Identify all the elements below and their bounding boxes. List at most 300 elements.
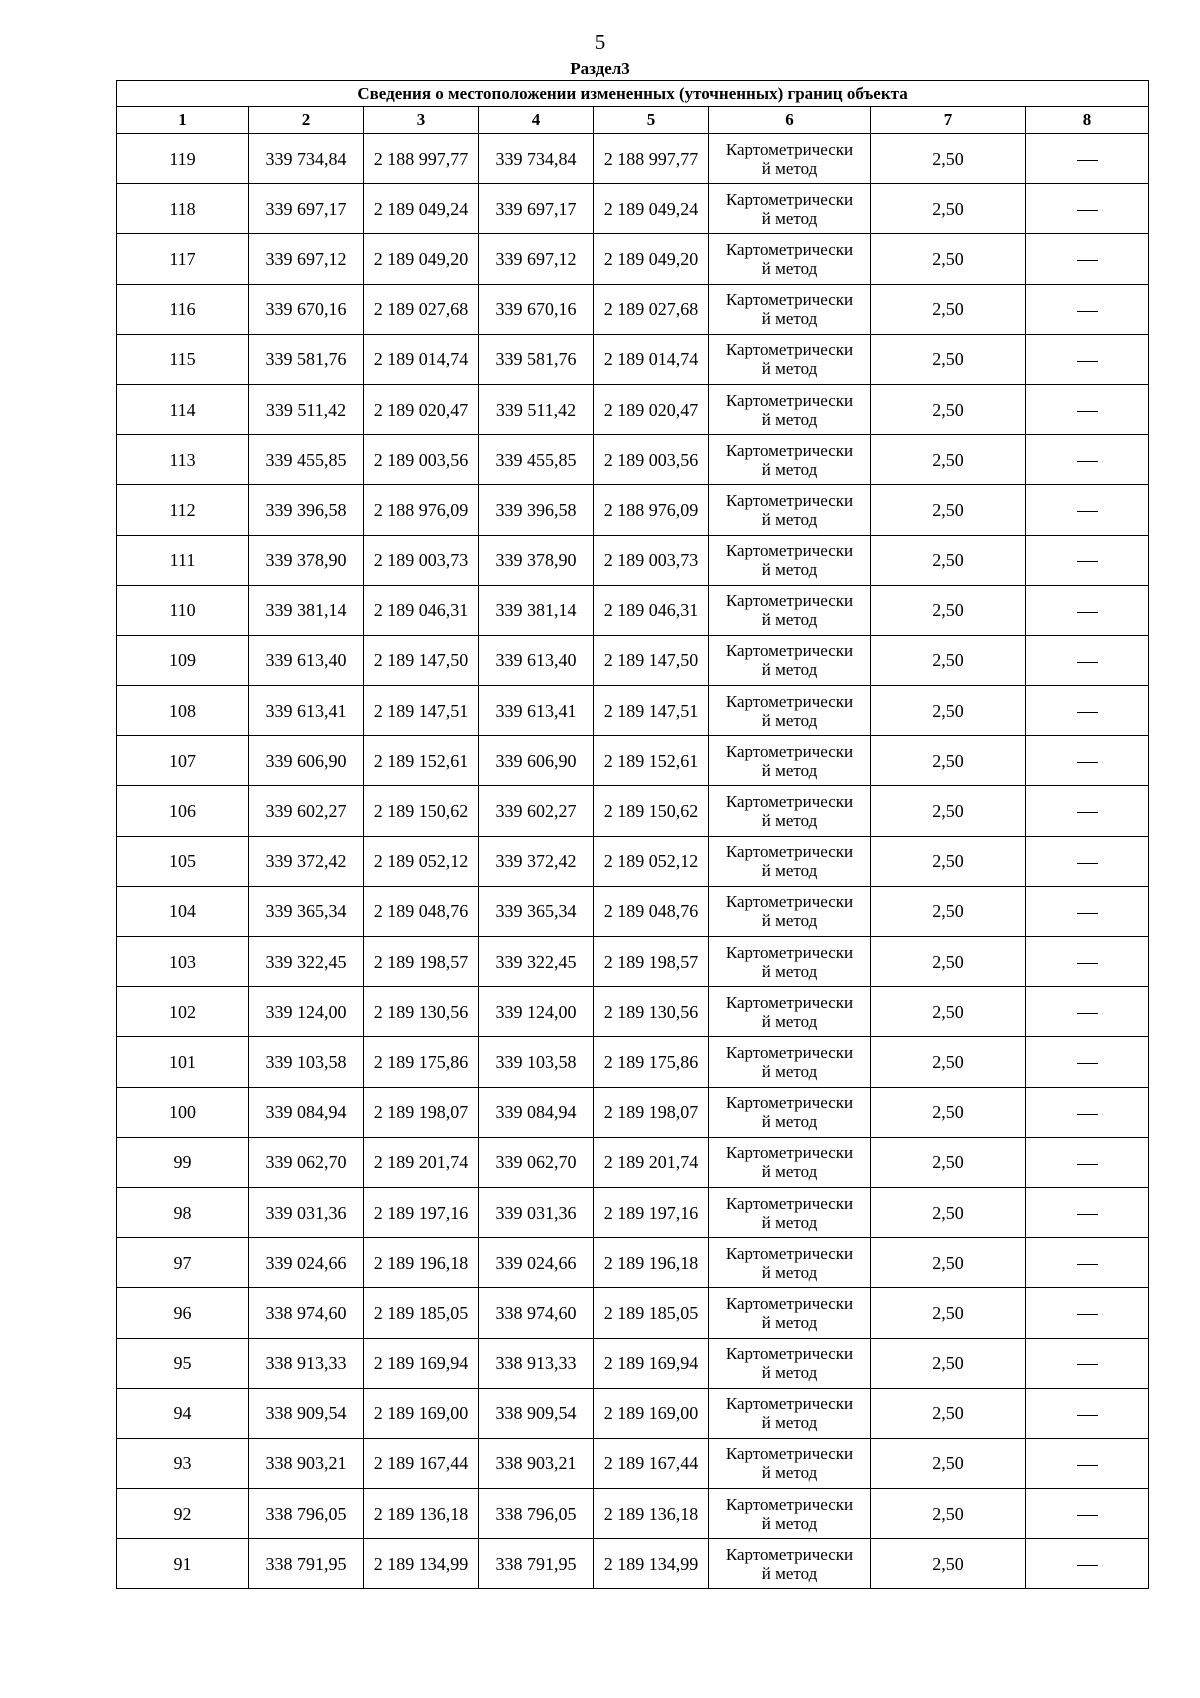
method-line-2: й метод: [761, 660, 818, 680]
method-cell: [709, 686, 871, 736]
existing-y-cell: 2 189 175,86: [364, 1037, 479, 1087]
new-y-cell: 2 188 997,77: [594, 134, 709, 184]
method-line-2: й метод: [761, 710, 818, 730]
method-line-2: й метод: [761, 1061, 818, 1081]
method-cell: [709, 1338, 871, 1388]
new-y-cell: 2 189 196,18: [594, 1238, 709, 1288]
new-y-cell: 2 189 049,24: [594, 184, 709, 234]
accuracy-cell: 2,50: [871, 485, 1026, 535]
table-row: [117, 284, 1149, 334]
table-row: [117, 1288, 1149, 1338]
notes-cell: [1026, 1087, 1149, 1137]
point-number-cell: 103: [117, 937, 249, 987]
table-row: [117, 585, 1149, 635]
method-line-1: Картометрически: [725, 1544, 854, 1564]
method-line-1: Картометрически: [725, 591, 854, 611]
new-x-cell: 339 378,90: [479, 535, 594, 585]
existing-y-cell: 2 188 976,09: [364, 485, 479, 535]
accuracy-cell: 2,50: [871, 585, 1026, 635]
notes-cell: [1026, 635, 1149, 685]
new-y-cell: 2 189 136,18: [594, 1489, 709, 1539]
new-x-cell: 339 103,58: [479, 1037, 594, 1087]
method-cell: [709, 1238, 871, 1288]
method-cell: [709, 1288, 871, 1338]
existing-y-cell: 2 189 198,57: [364, 937, 479, 987]
table-row: [117, 384, 1149, 434]
method-cell: [709, 1489, 871, 1539]
method-cell: [709, 435, 871, 485]
point-number-cell: 106: [117, 786, 249, 836]
point-number-cell: 113: [117, 435, 249, 485]
table-row: [117, 1438, 1149, 1488]
accuracy-cell: 2,50: [871, 1489, 1026, 1539]
existing-x-cell: 339 455,85: [249, 435, 364, 485]
new-y-cell: 2 189 020,47: [594, 384, 709, 434]
table-caption: Сведения о местоположении измененных (уточненных) границ объекта: [117, 81, 1149, 107]
method-line-1: Картометрически: [725, 340, 854, 360]
table-row: [117, 435, 1149, 485]
point-number-cell: 110: [117, 585, 249, 635]
accuracy-cell: 2,50: [871, 987, 1026, 1037]
table-row: [117, 334, 1149, 384]
dash-icon: [1077, 311, 1098, 312]
method-line-1: Картометрически: [725, 189, 854, 209]
table-row: [117, 786, 1149, 836]
notes-cell: [1026, 1238, 1149, 1288]
method-line-2: й метод: [761, 1413, 818, 1433]
method-cell: [709, 1187, 871, 1237]
existing-x-cell: 339 322,45: [249, 937, 364, 987]
existing-x-cell: 339 084,94: [249, 1087, 364, 1137]
table-row: [117, 1539, 1149, 1589]
existing-x-cell: 339 372,42: [249, 836, 364, 886]
new-x-cell: 338 909,54: [479, 1388, 594, 1438]
dash-icon: [1077, 1214, 1098, 1215]
new-x-cell: 339 365,34: [479, 886, 594, 936]
point-number-cell: 107: [117, 736, 249, 786]
method-line-1: Картометрически: [725, 842, 854, 862]
dash-icon: [1077, 1364, 1098, 1365]
dash-icon: [1077, 1264, 1098, 1265]
accuracy-cell: 2,50: [871, 1438, 1026, 1488]
dash-icon: [1077, 612, 1098, 613]
table-row: [117, 987, 1149, 1037]
notes-cell: [1026, 234, 1149, 284]
notes-cell: [1026, 1137, 1149, 1187]
method-line-2: й метод: [761, 861, 818, 881]
accuracy-cell: 2,50: [871, 1187, 1026, 1237]
method-cell: [709, 1137, 871, 1187]
method-line-1: Картометрически: [725, 1193, 854, 1213]
column-numbers-row: [117, 107, 1149, 134]
accuracy-cell: 2,50: [871, 686, 1026, 736]
method-line-2: й метод: [761, 811, 818, 831]
table-row: [117, 635, 1149, 685]
method-line-2: й метод: [761, 560, 818, 580]
point-number-cell: 102: [117, 987, 249, 1037]
table-row: [117, 736, 1149, 786]
accuracy-cell: 2,50: [871, 786, 1026, 836]
page-number: 5: [594, 30, 606, 54]
existing-x-cell: 339 031,36: [249, 1187, 364, 1237]
method-line-1: Картометрически: [725, 892, 854, 912]
new-y-cell: 2 189 169,00: [594, 1388, 709, 1438]
table-row: [117, 134, 1149, 184]
table-row: [117, 1489, 1149, 1539]
method-line-2: й метод: [761, 1262, 818, 1282]
method-cell: [709, 1087, 871, 1137]
method-cell: [709, 284, 871, 334]
method-cell: [709, 987, 871, 1037]
notes-cell: [1026, 1489, 1149, 1539]
new-y-cell: 2 189 052,12: [594, 836, 709, 886]
new-y-cell: 2 189 048,76: [594, 886, 709, 936]
new-y-cell: 2 189 027,68: [594, 284, 709, 334]
point-number-cell: 108: [117, 686, 249, 736]
notes-cell: [1026, 937, 1149, 987]
new-x-cell: 339 455,85: [479, 435, 594, 485]
new-x-cell: 339 396,58: [479, 485, 594, 535]
existing-y-cell: 2 189 049,20: [364, 234, 479, 284]
new-y-cell: 2 188 976,09: [594, 485, 709, 535]
method-cell: [709, 334, 871, 384]
existing-y-cell: 2 189 147,51: [364, 686, 479, 736]
accuracy-cell: 2,50: [871, 435, 1026, 485]
method-line-2: й метод: [761, 1463, 818, 1483]
existing-x-cell: 339 613,41: [249, 686, 364, 736]
new-x-cell: 339 602,27: [479, 786, 594, 836]
new-x-cell: 339 024,66: [479, 1238, 594, 1288]
new-x-cell: 339 511,42: [479, 384, 594, 434]
table-body: [117, 134, 1149, 1589]
dash-icon: [1077, 1114, 1098, 1115]
point-number-cell: 96: [117, 1288, 249, 1338]
method-line-1: Картометрически: [725, 691, 854, 711]
table-row: [117, 1087, 1149, 1137]
dash-icon: [1077, 1164, 1098, 1165]
table-row: [117, 1137, 1149, 1187]
existing-x-cell: 339 378,90: [249, 535, 364, 585]
method-line-1: Картометрически: [725, 490, 854, 510]
notes-cell: [1026, 134, 1149, 184]
method-line-1: Картометрически: [725, 239, 854, 259]
method-line-2: й метод: [761, 1312, 818, 1332]
new-y-cell: 2 189 150,62: [594, 786, 709, 836]
dash-icon: [1077, 160, 1098, 161]
dash-icon: [1077, 210, 1098, 211]
method-line-1: Картометрически: [725, 1143, 854, 1163]
dash-icon: [1077, 1063, 1098, 1064]
method-line-1: Картометрически: [725, 139, 854, 159]
existing-x-cell: 339 606,90: [249, 736, 364, 786]
existing-y-cell: 2 189 201,74: [364, 1137, 479, 1187]
existing-y-cell: 2 189 136,18: [364, 1489, 479, 1539]
existing-y-cell: 2 189 185,05: [364, 1288, 479, 1338]
method-cell: [709, 1037, 871, 1087]
existing-y-cell: 2 189 130,56: [364, 987, 479, 1037]
method-line-1: Картометрически: [725, 1093, 854, 1113]
new-y-cell: 2 189 185,05: [594, 1288, 709, 1338]
notes-cell: [1026, 786, 1149, 836]
method-cell: [709, 937, 871, 987]
method-cell: [709, 886, 871, 936]
method-cell: [709, 535, 871, 585]
point-number-cell: 112: [117, 485, 249, 535]
method-line-1: Картометрически: [725, 541, 854, 561]
new-x-cell: 339 124,00: [479, 987, 594, 1037]
notes-cell: [1026, 184, 1149, 234]
point-number-cell: 97: [117, 1238, 249, 1288]
new-y-cell: 2 189 014,74: [594, 334, 709, 384]
notes-cell: [1026, 535, 1149, 585]
notes-cell: [1026, 284, 1149, 334]
method-line-2: й метод: [761, 459, 818, 479]
new-y-cell: 2 189 130,56: [594, 987, 709, 1037]
accuracy-cell: 2,50: [871, 1137, 1026, 1187]
point-number-cell: 94: [117, 1388, 249, 1438]
method-line-2: й метод: [761, 911, 818, 931]
table-row: [117, 886, 1149, 936]
dash-icon: [1077, 1465, 1098, 1466]
dash-icon: [1077, 1415, 1098, 1416]
notes-cell: [1026, 485, 1149, 535]
method-line-1: Картометрически: [725, 741, 854, 761]
new-x-cell: 339 606,90: [479, 736, 594, 786]
accuracy-cell: 2,50: [871, 384, 1026, 434]
method-line-2: й метод: [761, 359, 818, 379]
new-y-cell: 2 189 147,51: [594, 686, 709, 736]
dash-icon: [1077, 511, 1098, 512]
table-row: [117, 535, 1149, 585]
existing-y-cell: 2 189 167,44: [364, 1438, 479, 1488]
dash-icon: [1077, 1013, 1098, 1014]
method-line-1: Картометрически: [725, 1494, 854, 1514]
notes-cell: [1026, 1388, 1149, 1438]
new-y-cell: 2 189 169,94: [594, 1338, 709, 1388]
method-line-2: й метод: [761, 309, 818, 329]
method-line-2: й метод: [761, 208, 818, 228]
new-x-cell: 339 670,16: [479, 284, 594, 334]
dash-icon: [1077, 963, 1098, 964]
existing-x-cell: 339 602,27: [249, 786, 364, 836]
new-y-cell: 2 189 049,20: [594, 234, 709, 284]
table-row: [117, 1338, 1149, 1388]
new-y-cell: 2 189 175,86: [594, 1037, 709, 1087]
notes-cell: [1026, 1539, 1149, 1589]
dash-icon: [1077, 461, 1098, 462]
point-number-cell: 93: [117, 1438, 249, 1488]
existing-y-cell: 2 189 048,76: [364, 886, 479, 936]
accuracy-cell: 2,50: [871, 736, 1026, 786]
accuracy-cell: 2,50: [871, 1087, 1026, 1137]
existing-x-cell: 338 913,33: [249, 1338, 364, 1388]
new-x-cell: 338 903,21: [479, 1438, 594, 1488]
accuracy-cell: 2,50: [871, 284, 1026, 334]
new-x-cell: 339 613,40: [479, 635, 594, 685]
notes-cell: [1026, 987, 1149, 1037]
method-cell: [709, 134, 871, 184]
new-y-cell: 2 189 003,73: [594, 535, 709, 585]
existing-x-cell: 339 511,42: [249, 384, 364, 434]
table-row: [117, 836, 1149, 886]
new-x-cell: 339 381,14: [479, 585, 594, 635]
table-row: [117, 1388, 1149, 1438]
method-line-1: Картометрически: [725, 942, 854, 962]
column-number-5: 5: [594, 107, 709, 134]
dash-icon: [1077, 712, 1098, 713]
method-line-2: й метод: [761, 1212, 818, 1232]
column-number-1: 1: [117, 107, 249, 134]
method-line-1: Картометрически: [725, 1444, 854, 1464]
point-number-cell: 105: [117, 836, 249, 886]
method-line-2: й метод: [761, 258, 818, 278]
table-row: [117, 234, 1149, 284]
new-y-cell: 2 189 198,57: [594, 937, 709, 987]
method-line-2: й метод: [761, 158, 818, 178]
accuracy-cell: 2,50: [871, 184, 1026, 234]
accuracy-cell: 2,50: [871, 1338, 1026, 1388]
accuracy-cell: 2,50: [871, 535, 1026, 585]
existing-x-cell: 339 024,66: [249, 1238, 364, 1288]
existing-x-cell: 339 381,14: [249, 585, 364, 635]
existing-y-cell: 2 189 027,68: [364, 284, 479, 334]
point-number-cell: 118: [117, 184, 249, 234]
method-cell: [709, 1438, 871, 1488]
new-x-cell: 339 062,70: [479, 1137, 594, 1187]
dash-icon: [1077, 1565, 1098, 1566]
new-y-cell: 2 189 134,99: [594, 1539, 709, 1589]
table-row: [117, 1187, 1149, 1237]
notes-cell: [1026, 334, 1149, 384]
column-number-7: 7: [871, 107, 1026, 134]
table-row: [117, 485, 1149, 535]
new-x-cell: 339 372,42: [479, 836, 594, 886]
method-line-2: й метод: [761, 610, 818, 630]
new-y-cell: 2 189 046,31: [594, 585, 709, 635]
existing-y-cell: 2 189 014,74: [364, 334, 479, 384]
existing-y-cell: 2 189 020,47: [364, 384, 479, 434]
coordinates-table: [116, 80, 1149, 1589]
method-line-1: Картометрически: [725, 992, 854, 1012]
point-number-cell: 119: [117, 134, 249, 184]
dash-icon: [1077, 913, 1098, 914]
notes-cell: [1026, 836, 1149, 886]
dash-icon: [1077, 1515, 1098, 1516]
method-cell: [709, 1388, 871, 1438]
accuracy-cell: 2,50: [871, 334, 1026, 384]
method-line-1: Картометрически: [725, 1293, 854, 1313]
dash-icon: [1077, 1314, 1098, 1315]
existing-x-cell: 339 613,40: [249, 635, 364, 685]
accuracy-cell: 2,50: [871, 1037, 1026, 1087]
method-cell: [709, 184, 871, 234]
table-row: [117, 184, 1149, 234]
table-row: [117, 1238, 1149, 1288]
point-number-cell: 109: [117, 635, 249, 685]
dash-icon: [1077, 260, 1098, 261]
accuracy-cell: 2,50: [871, 937, 1026, 987]
existing-y-cell: 2 189 046,31: [364, 585, 479, 635]
new-y-cell: 2 189 147,50: [594, 635, 709, 685]
method-line-2: й метод: [761, 509, 818, 529]
notes-cell: [1026, 1187, 1149, 1237]
existing-x-cell: 339 734,84: [249, 134, 364, 184]
column-number-3: 3: [364, 107, 479, 134]
new-x-cell: 339 581,76: [479, 334, 594, 384]
notes-cell: [1026, 1037, 1149, 1087]
method-line-1: Картометрически: [725, 440, 854, 460]
new-x-cell: 339 031,36: [479, 1187, 594, 1237]
dash-icon: [1077, 812, 1098, 813]
method-cell: [709, 585, 871, 635]
existing-x-cell: 339 062,70: [249, 1137, 364, 1187]
method-cell: [709, 1539, 871, 1589]
method-line-2: й метод: [761, 1112, 818, 1132]
existing-x-cell: 339 365,34: [249, 886, 364, 936]
method-cell: [709, 384, 871, 434]
accuracy-cell: 2,50: [871, 134, 1026, 184]
notes-cell: [1026, 585, 1149, 635]
dash-icon: [1077, 863, 1098, 864]
notes-cell: [1026, 1288, 1149, 1338]
notes-cell: [1026, 686, 1149, 736]
point-number-cell: 116: [117, 284, 249, 334]
new-y-cell: 2 189 152,61: [594, 736, 709, 786]
method-line-1: Картометрически: [725, 290, 854, 310]
method-line-2: й метод: [761, 1563, 818, 1583]
existing-x-cell: 339 581,76: [249, 334, 364, 384]
new-x-cell: 338 796,05: [479, 1489, 594, 1539]
point-number-cell: 100: [117, 1087, 249, 1137]
notes-cell: [1026, 435, 1149, 485]
method-line-1: Картометрически: [725, 1394, 854, 1414]
column-number-8: 8: [1026, 107, 1149, 134]
method-cell: [709, 836, 871, 886]
dash-icon: [1077, 762, 1098, 763]
method-line-1: Картометрически: [725, 390, 854, 410]
new-x-cell: 339 734,84: [479, 134, 594, 184]
existing-y-cell: 2 189 052,12: [364, 836, 479, 886]
new-y-cell: 2 189 167,44: [594, 1438, 709, 1488]
new-y-cell: 2 189 201,74: [594, 1137, 709, 1187]
new-x-cell: 339 697,17: [479, 184, 594, 234]
point-number-cell: 104: [117, 886, 249, 936]
dash-icon: [1077, 662, 1098, 663]
point-number-cell: 114: [117, 384, 249, 434]
new-x-cell: 339 613,41: [479, 686, 594, 736]
existing-y-cell: 2 189 196,18: [364, 1238, 479, 1288]
method-line-1: Картометрически: [725, 792, 854, 812]
existing-y-cell: 2 189 147,50: [364, 635, 479, 685]
point-number-cell: 98: [117, 1187, 249, 1237]
notes-cell: [1026, 886, 1149, 936]
existing-y-cell: 2 189 198,07: [364, 1087, 479, 1137]
existing-y-cell: 2 189 003,73: [364, 535, 479, 585]
existing-x-cell: 339 103,58: [249, 1037, 364, 1087]
method-cell: [709, 485, 871, 535]
existing-x-cell: 339 697,12: [249, 234, 364, 284]
existing-x-cell: 339 697,17: [249, 184, 364, 234]
table-row: [117, 686, 1149, 736]
method-line-1: Картометрически: [725, 1243, 854, 1263]
existing-y-cell: 2 189 197,16: [364, 1187, 479, 1237]
existing-x-cell: 338 903,21: [249, 1438, 364, 1488]
method-line-1: Картометрически: [725, 1042, 854, 1062]
dash-icon: [1077, 561, 1098, 562]
table-row: [117, 937, 1149, 987]
new-y-cell: 2 189 197,16: [594, 1187, 709, 1237]
existing-x-cell: 338 791,95: [249, 1539, 364, 1589]
